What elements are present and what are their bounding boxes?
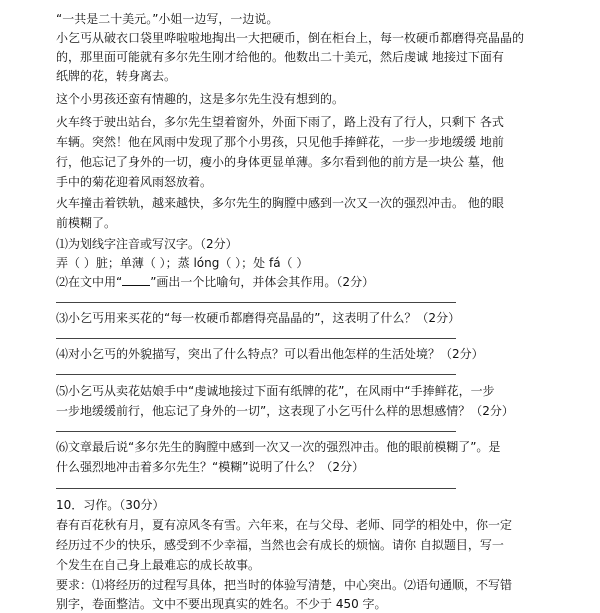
- story-line: 行，他忘记了身外的一切，瘦小的身体更显单薄。多尔看到他的前方是一块公 墓，他: [56, 155, 504, 169]
- story-line: 小乞丐从破衣口袋里哗啦啦地掏出一大把硬币，倒在柜台上，每一枚硬币都磨得亮晶晶的: [56, 31, 525, 45]
- question-6-line: ⑹文章最后说“多尔先生的胸膛中感到一次又一次的强烈冲击。他的眼前模糊了”。是: [56, 440, 501, 454]
- question-5-line: 一步地缓缓前行，他忘记了身外的一切”，这表现了小乞丐什么样的思想感情？（2分）: [56, 404, 514, 418]
- section-10-requirements: 别字，卷面整洁。文中不要出现真实的姓名。不少于 450 字。: [56, 597, 387, 611]
- section-10-line: 个发生在自己身上最难忘的成长故事。: [56, 558, 261, 572]
- answer-line[interactable]: [56, 488, 456, 489]
- story-line: 火车终于驶出站台，多尔先生望着窗外，外面下雨了，路上没有了行人，只剩下 各式: [56, 115, 504, 129]
- question-5-line: ⑸小乞丐从卖花姑娘手中“虔诚地接过下面有纸牌的花”，在风雨中“手捧鲜花，一步: [56, 384, 495, 398]
- answer-line[interactable]: [56, 374, 456, 375]
- section-10-requirements: 要求：⑴将经历的过程写具体，把当时的体验写清楚，中心突出。⑵语句通顺，不写错: [56, 578, 513, 592]
- answer-line[interactable]: [56, 338, 456, 339]
- story-line: 手中的菊花迎着风雨怒放着。: [56, 175, 213, 189]
- question-4-title: ⑷对小乞丐的外貌描写，突出了什么特点？可以看出他怎样的生活处境？（2分）: [56, 347, 484, 361]
- question-3-title: ⑶小乞丐用来买花的“每一枚硬币都磨得亮晶晶的”，这表明了什么？（2分）: [56, 311, 461, 325]
- question-2-title: [56, 273, 374, 291]
- answer-line[interactable]: [56, 302, 456, 303]
- story-line: 前模糊了。: [56, 216, 117, 230]
- question-6-line: 什么强烈地冲击着多尔先生？“模糊”说明了什么？（2分）: [56, 460, 365, 474]
- underline-mark: [122, 275, 150, 286]
- section-10-line: 春有百花秋有月，夏有凉风冬有雪。六年来，在与父母、老师、同学的相处中，你一定: [56, 518, 513, 532]
- question-2-prefix: ⑵在文中用“: [56, 275, 123, 289]
- question-1-items: 弄（ ）脏；单薄（ ）；蒸 lóng（ ）；处 fá（ ）: [56, 256, 309, 270]
- section-10-heading: 10．习作。（30分）: [56, 498, 165, 512]
- story-line: 的，那里面可能就有多尔先生刚才给他的。他数出二十美元，然后虔诚 地接过下面有: [56, 50, 504, 64]
- story-line: “一共是二十美元。”小姐一边写，一边说。: [56, 12, 279, 26]
- question-1-title: ⑴为划线字注音或写汉字。（2分）: [56, 237, 238, 251]
- story-line: 纸牌的花，转身离去。: [56, 69, 177, 83]
- question-2-suffix: ”画出一个比喻句，并体会其作用。（2分）: [150, 275, 375, 289]
- story-line: 火车撞击着铁轨，越来越快，多尔先生的胸膛中感到一次又一次的强烈冲击。 他的眼: [56, 196, 504, 210]
- story-line: 车辆。突然！他在风雨中发现了那个小男孩，只见他手捧鲜花，一步一步地缓缓 地前: [56, 135, 504, 149]
- answer-line[interactable]: [56, 431, 456, 432]
- story-line: 这个小男孩还蛮有情趣的，这是多尔先生没有想到的。: [56, 92, 345, 106]
- section-10-line: 经历过不少的快乐，感受到不少幸福，当然也会有成长的烦恼。请你 自拟题目，写一: [56, 538, 504, 552]
